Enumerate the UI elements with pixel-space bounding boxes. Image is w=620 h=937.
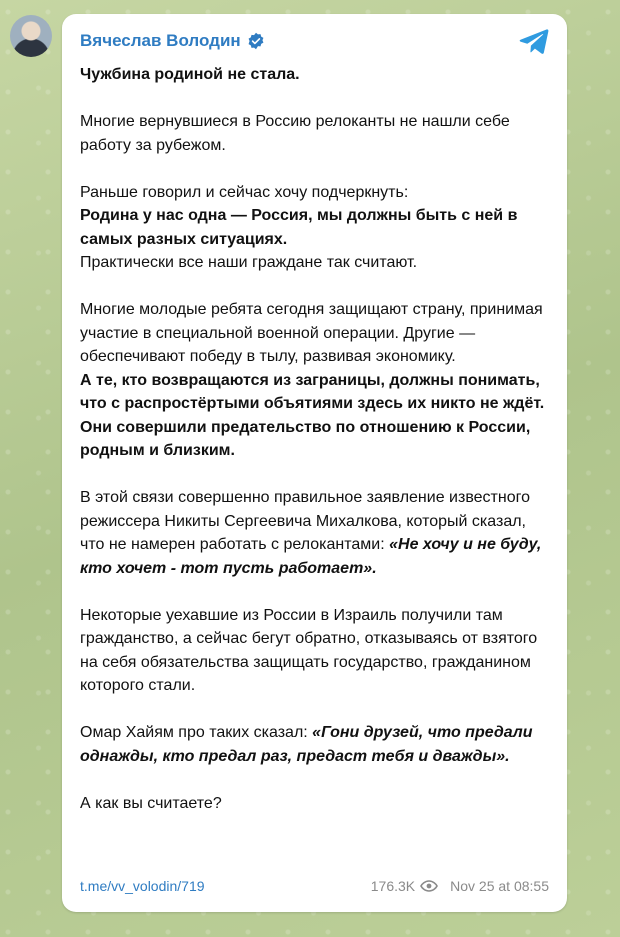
post-link[interactable]: t.me/vv_volodin/719 — [80, 878, 205, 894]
paragraph-2-bold: Родина у нас одна — Россия, мы должны быть с ней в самых разных ситуациях. — [80, 207, 518, 248]
post-title: Чужбина родиной не стала. — [80, 66, 300, 83]
channel-avatar[interactable] — [10, 15, 52, 57]
paragraph-2-intro: Раньше говорил и сейчас хочу подчеркнуть: — [80, 183, 409, 201]
post-date: Nov 25 at 08:55 — [450, 878, 549, 894]
paragraph-4 — [80, 486, 549, 580]
paragraph-1: Многие вернувшиеся в Россию релоканты не нашли себе работу за рубежом. — [80, 113, 510, 154]
paragraph-3-text: Многие молодые ребята сегодня защищают страну, принимая участие в специальной военной операции. Другие — обеспечивают победу в тылу, развивая экономику. — [80, 301, 543, 365]
post-footer — [80, 878, 549, 894]
verified-badge-icon — [247, 32, 265, 50]
post-card — [62, 14, 567, 912]
eye-icon — [420, 880, 438, 892]
mikhalkov-quote: «Не хочу и не буду, кто хочет - тот пусть работает». — [80, 536, 542, 577]
paragraph-4-text: В этой связи совершенно правильное заявление известного режиссера Никиты Сергеевича Михалкова, который сказал, что не намерен работать с релокантами: — [80, 489, 530, 553]
paragraph-5: Некоторые уехавшие из России в Израиль получили там гражданство, а сейчас бегут обратно, отказываясь от взятого на себя обязательства защищать государство, гражданином которого стали. — [80, 606, 538, 694]
post-meta — [371, 878, 549, 894]
view-count: 176.3K — [370, 878, 416, 894]
paragraph-2 — [80, 181, 549, 275]
paragraph-6 — [80, 721, 549, 768]
paragraph-7: А как вы считаете? — [80, 794, 222, 812]
post-header — [80, 29, 549, 53]
paragraph-2-end: Практически все наши граждане так считают. — [80, 254, 418, 271]
post-body — [80, 63, 549, 815]
telegram-icon[interactable] — [519, 28, 549, 54]
author-name[interactable]: Вячеслав Володин — [80, 31, 241, 50]
paragraph-3 — [80, 298, 549, 463]
paragraph-6-text: Омар Хайям про таких сказал: — [80, 724, 313, 741]
khayyam-quote: «Гони друзей, что предали однажды, кто предал раз, предаст тебя и дважды». — [80, 724, 533, 765]
paragraph-3-bold: А те, кто возвращаются из заграницы, должны понимать, что с распростёртыми объятиями здесь их никто не ждёт. Они совершили предательство по отношению к России, родным и близким. — [80, 371, 545, 459]
